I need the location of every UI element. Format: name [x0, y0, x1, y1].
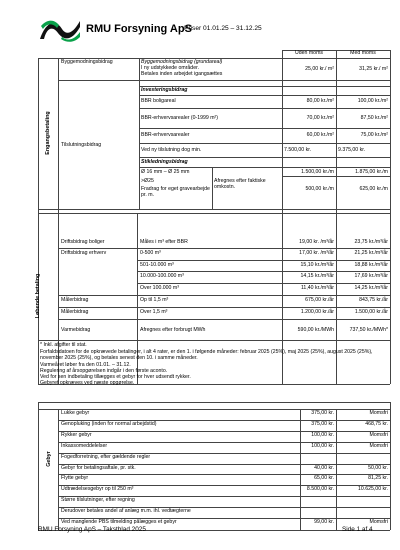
gebyr-row-excl: 40,00 kr. — [314, 464, 334, 471]
note-line: Varmeåret løber fra den 01.01. – 31.12. — [40, 362, 131, 368]
byggemodning-desc-line: I ny udstykkede områder. — [141, 65, 199, 71]
grid-line — [58, 485, 390, 486]
grid-line — [58, 442, 390, 443]
varme-label: Varmebidrag — [61, 327, 91, 333]
gebyr-row-label: Gebyr for betalingsaftale, pr. stk. — [61, 464, 136, 471]
investering-row-excl: 80,00 kr./m² — [306, 98, 334, 104]
investering-row-incl: 75,00 kr./m² — [360, 132, 388, 138]
gebyr-row-incl: Momsfri — [369, 410, 388, 416]
gebyr-row-label: Fogedforretning, efter gældende regler — [61, 453, 151, 460]
grid-line — [58, 507, 390, 508]
gebyr-row-label: Rykker gebyr — [61, 431, 92, 438]
gebyr-row-label: Inkassomeddelelser — [61, 442, 108, 449]
note-line: Ved for sen indbetaling tillægges et gebyr for hver udsendt rykker. — [40, 374, 191, 380]
maaler-excl: 1.200,00 kr./år — [300, 309, 334, 315]
drift-desc: 0-500 m³ — [140, 250, 161, 256]
gebyr-row-incl: Momsfri — [369, 431, 388, 438]
note-line: * Inkl. afgifter til stat. — [40, 342, 87, 348]
stikledning-row-label: >Ø25 — [141, 178, 154, 184]
investering-row-incl: 100,00 kr./m² — [357, 98, 388, 104]
gebyr-row-label: Derudover betales andel af anlæg m.m. ihl. vedtægterne — [61, 508, 191, 515]
company-title: RMU Forsyning ApS — [86, 23, 192, 35]
byggemodning-incl: 31,25 kr./ m² — [359, 66, 388, 72]
drift-incl: 14,25 kr./m³/år — [354, 285, 388, 291]
byggemodning-label: Byggemodningsbidrag — [61, 59, 113, 65]
gebyr-row-excl: 8.500,00 kr. — [306, 486, 334, 493]
side-label-engangsbetaling: Engangsbetaling — [45, 111, 51, 155]
gebyr-row-excl: 375,00 kr. — [311, 410, 334, 416]
investering-row-label: BBR-erhvervsarealer (0-1999 m²) — [141, 115, 218, 121]
gebyr-row-label: Lukke gebyr — [61, 410, 90, 416]
investering-row-label: BBR boligareal — [141, 98, 176, 104]
investering-row-excl: 7.500,00 kr. — [284, 147, 312, 153]
stikledning-title: Stikledningsbidrag — [141, 159, 188, 165]
tilslutning-label: Tilslutningsbidrag — [61, 142, 102, 148]
varme-incl: 737,50 kr./MWh* — [349, 327, 388, 333]
grid-line — [58, 496, 390, 497]
stikledning-row-incl: 1.875,00 kr./m — [355, 169, 388, 175]
drift-excl: 19,00 kr. /m³/år — [299, 239, 334, 245]
maaler-label: Målerbidrag — [61, 309, 89, 315]
grid-line — [58, 518, 390, 519]
grid-line — [58, 420, 390, 421]
drift-excl: 11,40 kr./m³/år — [300, 285, 334, 291]
investering-row-incl: 9.375,00 kr. — [338, 147, 366, 153]
footer-left: RMU Forsyning ApS – Takstblad 2025 — [38, 526, 146, 533]
stikledning-note: Afregnes efter faktiske omkostn. — [214, 178, 266, 191]
gebyr-row-excl: 99,00 kr. — [314, 519, 334, 525]
gebyr-row-incl: 50,00 kr. — [368, 464, 388, 471]
gebyr-row-excl: 100,00 kr. — [311, 431, 334, 438]
gebyr-row-label: Flytte gebyr — [61, 475, 89, 482]
drift-desc: Over 100.000 m³ — [140, 285, 179, 291]
byggemodning-desc-line: Betales inden arbejdet igangsættes — [141, 71, 223, 77]
note-line: Gebyret opkræves ved næste opgørelse. — [40, 380, 135, 386]
rmu-logo — [38, 17, 82, 43]
maaler-incl: 1.500,00 kr./år — [354, 309, 388, 315]
gebyr-row-incl: Momsfri — [369, 442, 388, 449]
drift-excl: 14,15 kr./m³/år — [300, 273, 334, 279]
maaler-incl: 843,75 kr./år — [359, 297, 388, 303]
grid-line — [58, 474, 390, 475]
investering-row-label: Ved ny tilslutning dog min. — [141, 147, 202, 153]
varme-desc: Afregnes efter forbrugt MWh — [140, 327, 206, 333]
stikledning-row-excl: 1.500,00 kr./m — [301, 169, 334, 175]
drift-label: Driftsbidrag boliger — [61, 239, 105, 245]
grid-line — [58, 453, 390, 454]
gebyr-row-label: Større tilslutninger, efter regning — [61, 497, 135, 504]
col-header-incl: Med moms — [350, 50, 376, 56]
gebyr-row-label: Udtrædelsesgebyr op til 250 m³ — [61, 486, 134, 493]
drift-excl: 17,00 kr. /m³/år — [299, 250, 334, 256]
byggemodning-desc-line: Byggemodningsbidrag (grundareal) — [141, 59, 223, 65]
varme-excl: 590,00 kr./MWh — [297, 327, 334, 333]
drift-incl: 17,69 kr./m³/år — [354, 273, 388, 279]
gebyr-row-excl: 375,00 kr. — [311, 420, 334, 427]
maaler-excl: 675,00 kr./år — [305, 297, 334, 303]
investering-row-excl: 70,00 kr./m² — [306, 115, 334, 121]
footer-right: Side 1 af 4 — [342, 526, 373, 533]
note-line: Forfaldsdatoen for de opkrævede betalinger, i alt 4 rater, er den 1. i følgende måneder: februar 2025 (25%), maj 2025 (25%), august 2025 (25%), november 2025 (25%), og betales senest den 10. i samme måneder. — [40, 349, 373, 362]
stikledning-row-incl: 625,00 kr./m — [359, 186, 388, 192]
investering-row-label: BBR-erhvervsarealer — [141, 132, 190, 138]
maaler-desc: Over 1,5 m³ — [140, 309, 168, 315]
drift-incl: 21,25 kr./m³/år — [354, 250, 388, 256]
stikledning-row-excl: 500,00 kr./m — [305, 186, 334, 192]
gebyr-row-incl: Momsfri — [369, 519, 388, 525]
gebyr-row-label: Genopluking (inden for normal arbejdstid) — [61, 420, 157, 427]
grid-line — [58, 431, 390, 432]
maaler-label: Målerbidrag — [61, 297, 89, 303]
gebyr-row-excl: 100,00 kr. — [311, 442, 334, 449]
stikledning-row-label: Fradrag for eget gravearbejde pr. m. — [141, 186, 210, 199]
drift-desc: Måles i m³ efter BBR — [140, 239, 188, 245]
gebyr-row-incl: 10.625,00 kr. — [358, 486, 388, 493]
drift-desc: 501-10.000 m³ — [140, 262, 174, 268]
maaler-desc: Op til 1,5 m³ — [140, 297, 169, 303]
investering-row-incl: 87,50 kr./m² — [360, 115, 388, 121]
grid-line — [58, 464, 390, 465]
investering-row-excl: 60,00 kr./m² — [306, 132, 334, 138]
gebyr-row-incl: 468,75 kr. — [365, 420, 388, 427]
drift-incl: 23,75 kr./m³/år — [354, 239, 388, 245]
drift-label: Driftsbidrag erhverv — [61, 250, 107, 256]
drift-desc: 10.000-100.000 m³ — [140, 273, 184, 279]
col-header-excl: Uden moms — [295, 50, 323, 56]
side-label-lobende: Løbende betaling — [35, 273, 41, 319]
byggemodning-excl: 25,00 kr./ m² — [305, 66, 334, 72]
price-period: Priser 01.01.25 – 31.12.25 — [184, 25, 262, 32]
gebyr-row-incl: 81,25 kr. — [368, 475, 388, 482]
investering-title: Investeringsbidrag — [141, 87, 188, 93]
drift-incl: 18,88 kr./m³/år — [354, 262, 388, 268]
gebyr-row-label: Ved manglende PBS tilmelding pålægges et gebyr — [61, 519, 177, 525]
note-line: Regulering af årsopgørelsen indgår i den første aconto. — [40, 368, 168, 374]
side-label-gebyr: Gebyr — [46, 451, 52, 467]
drift-excl: 15,10 kr./m³/år — [300, 262, 334, 268]
stikledning-row-label: Ø 16 mm – Ø 25 mm — [141, 169, 190, 175]
gebyr-row-excl: 65,00 kr. — [314, 475, 334, 482]
